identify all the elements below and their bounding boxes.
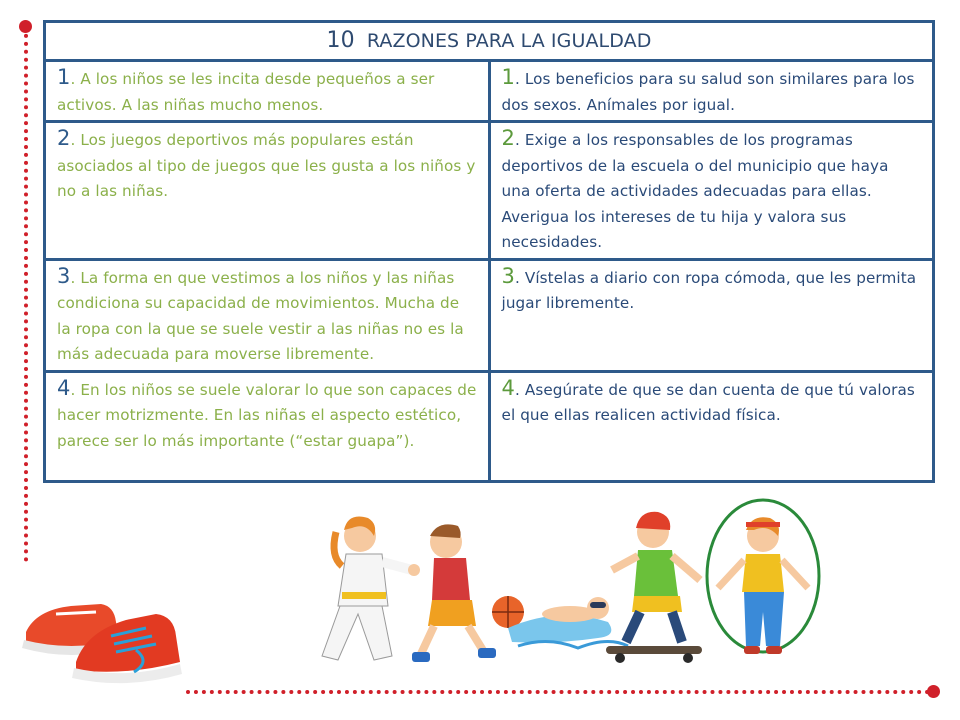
action-number: 3 — [501, 263, 515, 288]
reason-number: 3 — [57, 263, 71, 288]
action-cell — [489, 371, 934, 481]
decorative-dot-right — [927, 685, 940, 698]
decorative-dot-top — [19, 20, 32, 33]
action-number: 2 — [501, 126, 515, 150]
karate-girl-figure — [322, 517, 420, 661]
reason-cell — [45, 259, 490, 371]
reason-number: 2 — [57, 126, 71, 150]
reasons-table — [43, 20, 935, 483]
reason-number: 1 — [57, 65, 71, 89]
reason-text: . La forma en que vestimos a los niños y las niñas condiciona su capacidad de movimientos. Mucha de la ropa con la que se suele vestir a las niñas no es la más adecuada para moverse libremente. — [57, 268, 464, 363]
title-text: RAZONES PARA LA IGUALDAD — [366, 30, 652, 52]
action-text: . Vístelas a diario con ropa cómoda, que les permita jugar libremente. — [501, 268, 917, 312]
reason-text: . A los niños se les incita desde pequeños a ser activos. A las niñas mucho menos. — [57, 70, 435, 114]
action-cell — [489, 259, 934, 371]
title-row — [45, 22, 934, 61]
decorative-dotted-line-vertical — [24, 26, 28, 562]
kids-sports-illustration — [308, 496, 828, 676]
reason-cell — [45, 61, 490, 122]
jump-rope-girl-figure — [707, 500, 819, 654]
reason-text: . En los niños se suele valorar lo que son capaces de hacer motrizmente. En las niñas el aspecto estético, parece ser lo más importante (“estar guapa”). — [57, 380, 477, 450]
table-row — [45, 371, 934, 481]
table-row — [45, 122, 934, 260]
action-text: . Exige a los responsables de los programas deportivos de la escuela o del municipio que haya una oferta de actividades adecuadas para ellas. Averigua los intereses de tu hija y valora sus necesidades. — [501, 131, 889, 251]
action-text: . Los beneficios para su salud son similares para los dos sexos. Anímales por igual. — [501, 70, 915, 114]
page-title — [45, 22, 934, 61]
swimmer-figure — [508, 597, 628, 648]
action-number: 4 — [501, 375, 515, 400]
basketball-boy-figure — [412, 524, 524, 662]
sneakers-illustration — [16, 592, 186, 692]
action-number: 1 — [501, 65, 515, 89]
decorative-dotted-line-horizontal — [186, 690, 930, 694]
reason-text: . Los juegos deportivos más populares están asociados al tipo de juegos que les gusta a los niños y no a las niñas. — [57, 131, 476, 200]
reason-cell — [45, 371, 490, 481]
reason-cell — [45, 122, 490, 260]
action-cell — [489, 61, 934, 122]
skateboard-boy-figure — [606, 512, 702, 663]
table-row — [45, 259, 934, 371]
action-text: . Asegúrate de que se dan cuenta de que tú valoras el que ellas realicen actividad física. — [501, 380, 915, 424]
title-number: 10 — [326, 28, 355, 53]
table-row — [45, 61, 934, 122]
reason-number: 4 — [57, 375, 71, 400]
action-cell — [489, 122, 934, 260]
